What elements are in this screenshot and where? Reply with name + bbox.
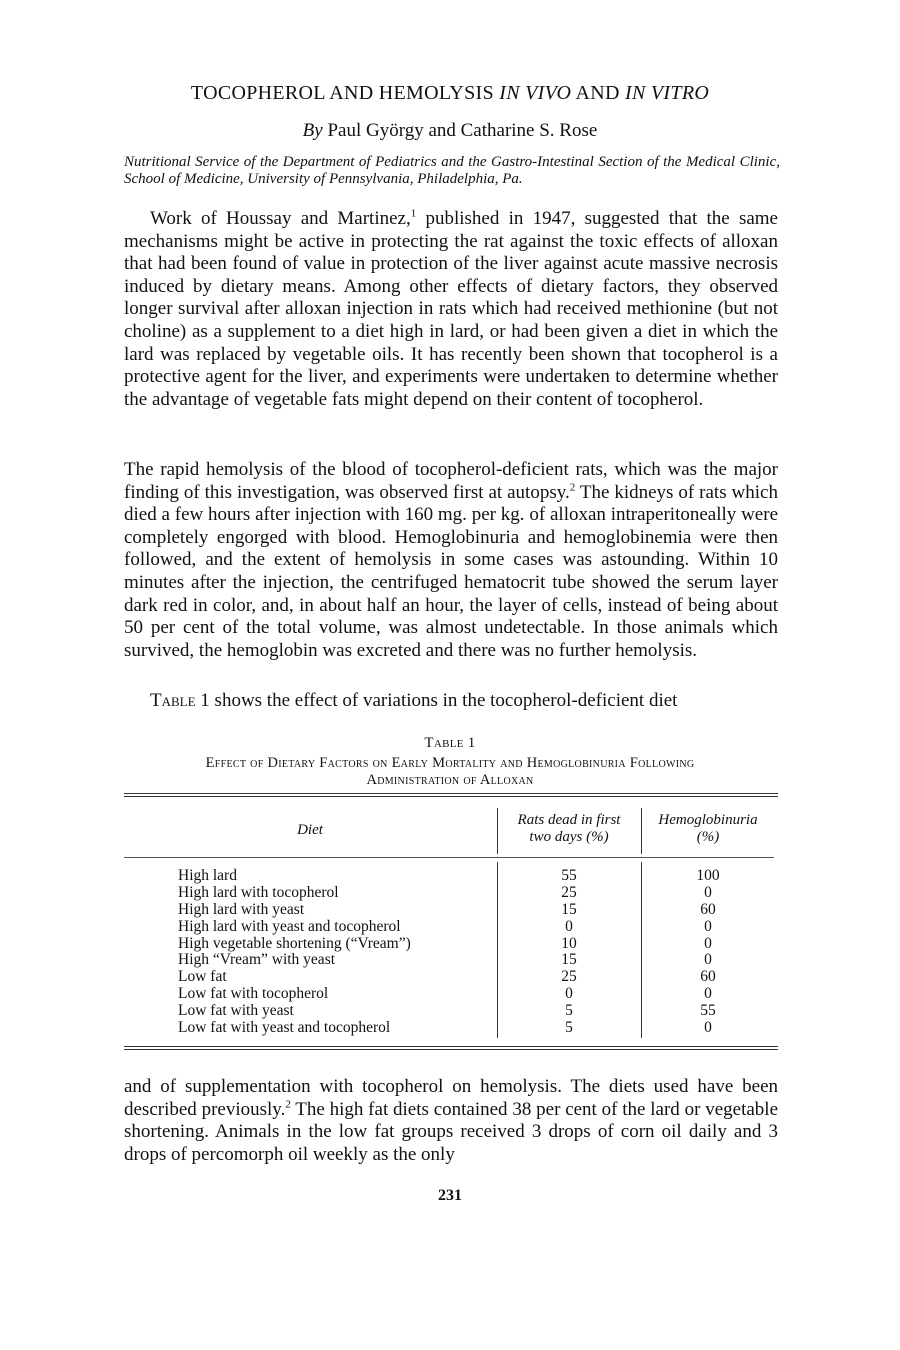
- article-title: [0, 82, 900, 105]
- cell-rats-dead: 5: [565, 1019, 573, 1037]
- cell-hemoglobinuria: 0: [704, 934, 712, 952]
- table-row: [0, 1003, 900, 1020]
- author-names: Paul György and Catharine S. Rose: [327, 120, 598, 141]
- column-header-hemo-line-1: Hemoglobinuria: [658, 812, 758, 828]
- table-row: [0, 936, 900, 953]
- table-body: [0, 868, 900, 1037]
- cell-hemoglobinuria: 60: [700, 968, 716, 986]
- cell-diet: High vegetable shortening (“Vream”): [178, 934, 411, 952]
- cell-diet: High lard with yeast and tocopherol: [178, 917, 401, 935]
- cell-hemoglobinuria: 0: [704, 985, 712, 1003]
- paragraph-2-text-b: The kidneys of rats which died a few hours after injection with 160 mg. per kg. of alloxan intraperitoneally were completely engorged with blood. Hemoglobinuria and hemoglobinemia were then followed, and the extent of hemolysis in some cases was astounding. Within 10 minutes after the injection, the centrifuged hematocrit tube showed the serum layer dark red in color, and, in about half an hour, the layer of cells, instead of being about 50 per cent of the total volume, was almost undetectable. In those animals which survived, the hemoglobin was excreted and there was no further hemolysis.: [124, 481, 778, 661]
- paragraph-4-text-b: The high fat diets contained 38 per cent of the lard or vegetable shortening. Animals in the low fat groups received 3 drops of corn oil daily and 3 drops of percomorph oil weekly as the only: [124, 1098, 778, 1165]
- header-divider-2: [641, 808, 642, 854]
- table-bottom-rule-double: [124, 1049, 778, 1050]
- table-top-rule-double: [124, 796, 778, 797]
- paragraph-2: [124, 459, 778, 662]
- column-header-hemo-line-2: (%): [696, 829, 720, 845]
- header-divider-1: [497, 808, 498, 854]
- authors-line: [0, 120, 900, 142]
- cell-rats-dead: 15: [561, 900, 577, 918]
- paragraph-3-text: 1 shows the effect of variations in the tocopherol-deficient diet: [195, 690, 678, 711]
- authors-by: By: [302, 120, 323, 141]
- cell-hemoglobinuria: 55: [700, 1002, 716, 1020]
- title-italic-in-vivo: IN VIVO: [499, 82, 572, 104]
- table-ref: Table: [150, 690, 196, 711]
- cell-rats-dead: 0: [565, 985, 573, 1003]
- cell-rats-dead: 10: [561, 934, 577, 952]
- table-bottom-rule: [124, 1046, 778, 1047]
- cell-diet: Low fat with tocopherol: [178, 985, 329, 1003]
- cell-diet: High lard: [178, 867, 237, 884]
- cell-rats-dead: 0: [565, 917, 573, 935]
- cell-hemoglobinuria: 0: [704, 917, 712, 935]
- footnote-ref-2b: 2: [285, 1098, 291, 1111]
- cell-rats-dead: 15: [561, 951, 577, 969]
- cell-rats-dead: 25: [561, 968, 577, 986]
- cell-diet: Low fat with yeast: [178, 1002, 294, 1020]
- table-label: Table 1: [424, 735, 476, 751]
- paragraph-1: [124, 208, 778, 411]
- affiliation: Nutritional Service of the Department of Pediatrics and the Gastro-Intestinal Section of the Medical Clinic, School of Medicine, University of Pennsylvania, Philadelphia, Pa.: [124, 154, 780, 187]
- cell-rats-dead: 5: [565, 1002, 573, 1020]
- table-row: [0, 919, 900, 936]
- table-row: [0, 885, 900, 902]
- paragraph-1-text-a: Work of Houssay and Martinez,: [150, 208, 411, 229]
- cell-diet: High lard with tocopherol: [178, 883, 339, 901]
- table-row: [0, 1020, 900, 1037]
- table-row: [0, 986, 900, 1003]
- title-italic-in-vitro: IN VITRO: [625, 82, 710, 104]
- table-top-rule: [124, 793, 778, 794]
- title-text-and: AND: [571, 82, 626, 104]
- column-header-hemoglobinuria: [641, 812, 775, 846]
- cell-hemoglobinuria: 0: [704, 1019, 712, 1037]
- table-row: [0, 952, 900, 969]
- column-header-rats-line-1: Rats dead in first: [517, 812, 621, 828]
- cell-diet: Low fat: [178, 968, 227, 986]
- column-header-rats-line-2: two days (%): [529, 829, 609, 845]
- table-row: [0, 969, 900, 986]
- paragraph-2-text-a: The rapid hemolysis of the blood of tocopherol-deficient rats, which was the major finding of this investigation, was observed first at autopsy.: [124, 459, 778, 503]
- footnote-ref-2: 2: [569, 481, 576, 494]
- cell-rats-dead: 55: [561, 867, 577, 884]
- page-number: 231: [438, 1187, 462, 1204]
- cell-diet: Low fat with yeast and tocopherol: [178, 1019, 391, 1037]
- column-header-rats-dead: [497, 812, 641, 846]
- footnote-ref-1: 1: [410, 207, 417, 220]
- paragraph-3: [124, 690, 778, 713]
- title-text: TOCOPHEROL AND HEMOLYSIS: [190, 82, 500, 104]
- paragraph-1-text-b: published in 1947, suggested that the same mechanisms might be active in protecting the rat against the toxic effects of alloxan that had been found of value in protection of the liver against acute massive necrosis induced by dietary means. Among other effects of dietary factors, they observed longer survival after alloxan injection in rats which had received methionine (but not choline) as a supplement to a diet high in lard, or had been given a diet in which the lard was replaced by vegetable oils. It has recently been shown that tocopherol is a protective agent for the liver, and experiments were undertaken to determine whether the advantage of vegetable fats might depend on their content of tocopherol.: [124, 208, 778, 410]
- cell-hemoglobinuria: 60: [700, 900, 716, 918]
- header-bottom-rule: [124, 857, 774, 858]
- table-caption-line-1: Effect of Dietary Factors on Early Mortality and Hemoglobinuria Following: [205, 755, 695, 771]
- paragraph-4: [124, 1076, 778, 1166]
- paragraph-4-text-a: and of supplementation with tocopherol on hemolysis. The diets used have been described previously.: [124, 1076, 778, 1120]
- cell-diet: High lard with yeast: [178, 900, 305, 918]
- table-row: [0, 868, 900, 885]
- cell-hemoglobinuria: 0: [704, 951, 712, 969]
- table-caption-line-2: Administration of Alloxan: [366, 772, 534, 788]
- cell-hemoglobinuria: 0: [704, 883, 712, 901]
- cell-hemoglobinuria: 100: [696, 867, 720, 884]
- column-header-diet: Diet: [297, 822, 323, 838]
- cell-rats-dead: 25: [561, 883, 577, 901]
- cell-diet: High “Vream” with yeast: [178, 951, 336, 969]
- table-row: [0, 902, 900, 919]
